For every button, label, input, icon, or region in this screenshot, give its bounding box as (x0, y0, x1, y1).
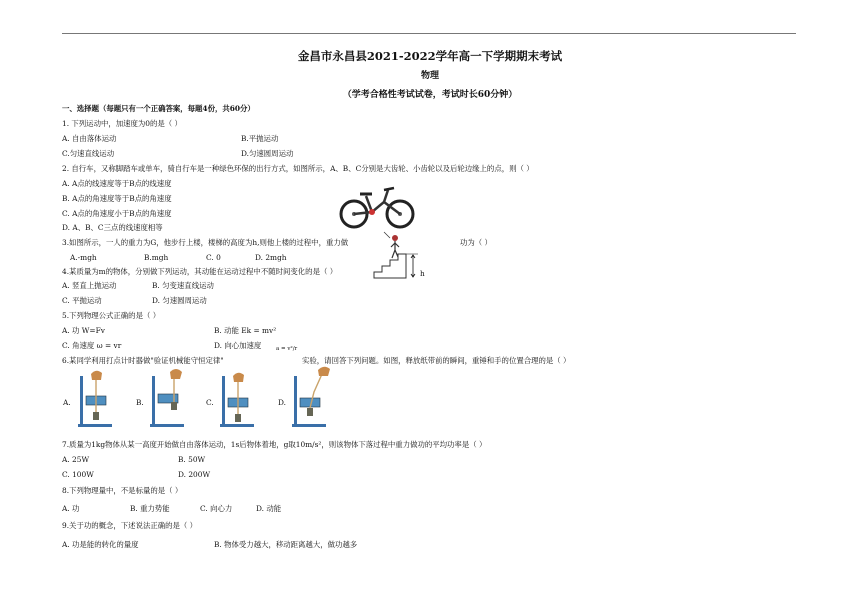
q4-option-d: D. 匀速圆周运动 (152, 296, 207, 305)
q3-stem: 3.如图所示，一人的重力为G，他步行上楼，楼梯的高度为h,则他上楼的过程中，重力做 (62, 238, 349, 247)
q8-option-b: B. 重力势能 (130, 504, 170, 513)
q1-stem: 1. 下列运动中，加速度为0的是（ ） (62, 119, 182, 128)
q4-option-a: A. 竖直上抛运动 (62, 281, 117, 290)
exam-note: （学考合格性考试试卷，考试时长60分钟） (342, 90, 518, 100)
q6-stem: 6.某同学利用打点计时器做"验证机械能守恒定律" (62, 356, 224, 365)
q9-option-a: A. 功是能的转化的量度 (62, 540, 139, 549)
stairs-height-label: h (420, 269, 425, 278)
q5-stem: 5.下列物理公式正确的是（ ） (62, 311, 161, 320)
q8-option-d: D. 动能 (256, 504, 282, 513)
q4-option-b: B. 匀变速直线运动 (152, 281, 214, 290)
q3-option-b: B.mgh (144, 253, 169, 262)
q7-option-a: A. 25W (62, 455, 90, 464)
q6-option-b: B. (136, 398, 144, 407)
q6-figure-b (146, 368, 190, 428)
q9-option-b: B. 物体受力越大，移动距离越大，做功越多 (214, 540, 358, 549)
q4-stem: 4.某质量为m的物体，分别做下列运动，其动能在运动过程中不随时间变化的是（ ） (62, 267, 338, 276)
q6-stem-end: 实验，请回答下列问题。如图，释放纸带前的瞬间，重锤和手的位置合理的是（ ） (302, 356, 571, 365)
q5-option-d: D. 向心加速度 (214, 341, 262, 350)
q8-option-c: C. 向心力 (200, 504, 233, 513)
q2-stem: 2. 自行车，又称脚踏车或单车，骑自行车是一种绿色环保的出行方式，如图所示，A、B、C分别是大齿轮、小齿轮以及后轮边缘上的点，则（ ） (62, 164, 534, 173)
q7-option-b: B. 50W (178, 455, 206, 464)
q7-stem: 7.质量为1kg物体从某一高度开始做自由落体运动，1s后物体着地，g取10m/s²，则该物体下落过程中重力做功的平均功率是（ ） (62, 440, 487, 449)
q6-figure-d (288, 364, 338, 428)
header-rule (62, 33, 796, 34)
q3-option-a: A.-mgh (70, 253, 97, 262)
q2-option-c: C. A点的角速度小于B点的角速度 (62, 209, 172, 218)
q6-option-d: D. (278, 398, 287, 407)
q2-option-b: B. A点的角速度等于B点的角速度 (62, 194, 172, 203)
q1-option-a: A. 自由落体运动 (62, 134, 117, 143)
bicycle-figure (338, 182, 418, 230)
exam-title: 金昌市永昌县2021-2022学年高一下学期期末考试 (297, 49, 563, 63)
q9-stem: 9.关于功的概念，下述说法正确的是（ ） (62, 521, 198, 530)
q3-option-d: D. 2mgh (255, 253, 287, 262)
q2-option-d: D. A、B、C三点的线速度相等 (62, 223, 163, 232)
q7-option-d: D. 200W (178, 470, 211, 479)
stairs-figure (368, 228, 428, 282)
q8-stem: 8.下列物理量中，不是标量的是（ ） (62, 486, 183, 495)
q5-formula: a = v²/r (276, 346, 298, 352)
q6-figure-a (74, 368, 118, 428)
q6-figure-c (216, 368, 260, 428)
q3-option-c: C. 0 (206, 253, 221, 262)
q1-option-b: B.平抛运动 (241, 134, 279, 143)
q1-option-c: C.匀速直线运动 (62, 149, 115, 158)
q2-option-a: A. A点的线速度等于B点的线速度 (62, 179, 172, 188)
q6-option-c: C. (206, 398, 214, 407)
q3-stem-end: 功为（ ） (460, 238, 492, 247)
section-heading: 一、选择题（每题只有一个正确答案，每题4份，共60分） (62, 104, 255, 113)
q5-option-b: B. 动能 Ek = mv² (214, 326, 277, 335)
q5-option-a: A. 功 W=Fv (62, 326, 105, 335)
q1-option-d: D.匀速圆周运动 (241, 149, 294, 158)
q8-option-a: A. 功 (62, 504, 80, 513)
q5-option-c: C. 角速度 ω = vr (62, 341, 122, 350)
exam-subject: 物理 (420, 71, 439, 81)
q4-option-c: C. 平抛运动 (62, 296, 102, 305)
q6-option-a: A. (63, 398, 71, 407)
q7-option-c: C. 100W (62, 470, 94, 479)
